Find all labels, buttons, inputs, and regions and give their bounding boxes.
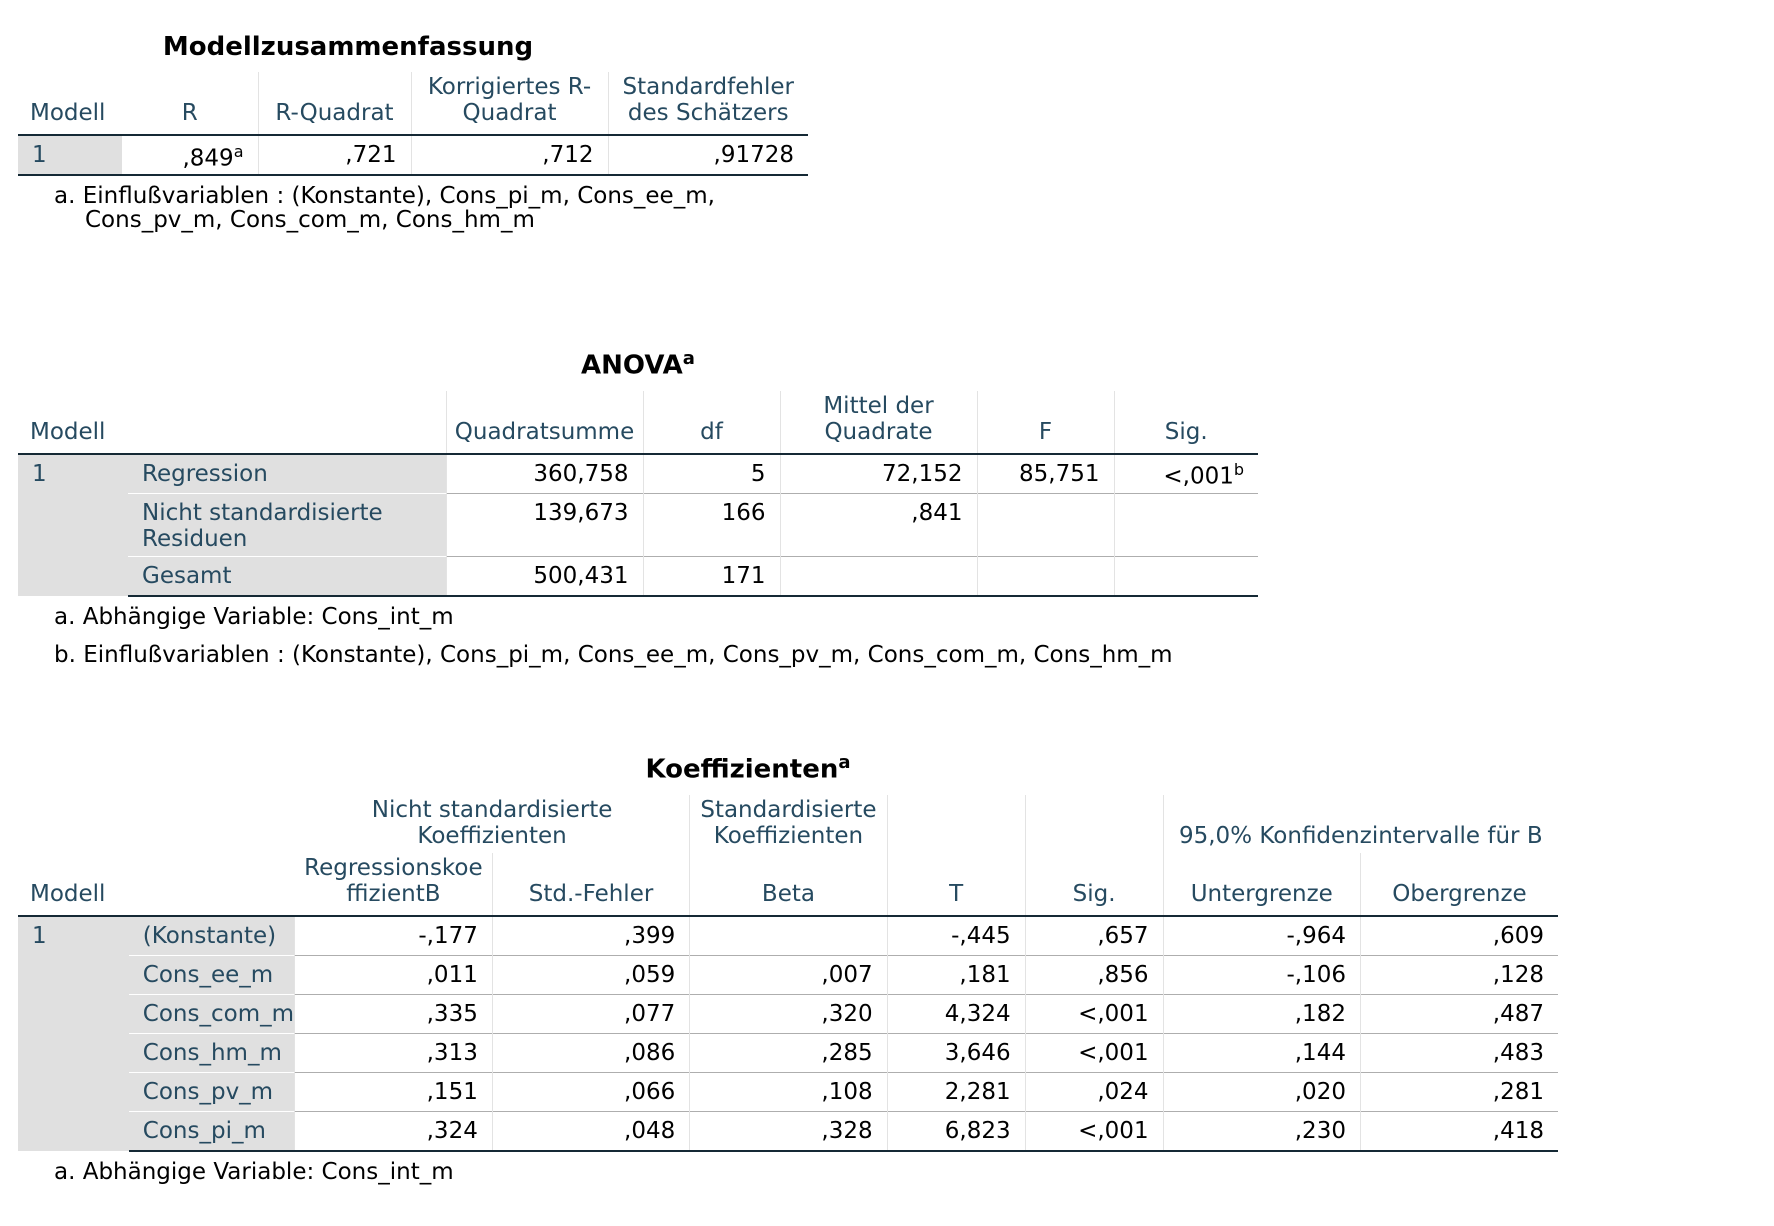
cell-beta <box>690 916 887 956</box>
group-header-unstd: Nicht standardisierte Koeffizienten <box>371 796 613 849</box>
header-mittel-der-quadrate: Mittel der Quadrate <box>780 391 977 454</box>
cell-b: ,151 <box>295 1072 492 1111</box>
row-label: Cons_hm_m <box>129 1033 295 1072</box>
cell-upper: ,281 <box>1360 1072 1558 1111</box>
header-korrigiertes-r-quadrat: Korrigiertes R-Quadrat <box>411 72 608 135</box>
header-f: F <box>977 391 1114 454</box>
cell-upper: ,609 <box>1360 916 1558 956</box>
cell-f <box>977 556 1114 596</box>
model-summary-title: Modellzusammenfassung <box>162 32 534 62</box>
row-label: Cons_com_m <box>129 994 295 1033</box>
table-row <box>18 454 1258 494</box>
cell-df: 166 <box>643 493 780 556</box>
cell-df: 171 <box>643 556 780 596</box>
cell-sig: ,856 <box>1025 955 1163 994</box>
cell-sig: <,001 <box>1025 994 1163 1033</box>
cell-r: ,849$^a$ <box>122 135 258 175</box>
row-label: (Konstante) <box>129 916 295 956</box>
cell-t: ,181 <box>887 955 1025 994</box>
cell-b: ,011 <box>295 955 492 994</box>
cell-lower: ,020 <box>1163 1072 1360 1111</box>
cell-se: ,077 <box>492 994 689 1033</box>
header-sig: Sig. <box>1025 853 1163 916</box>
cell-r2: ,721 <box>258 135 411 175</box>
cell-t: 3,646 <box>887 1033 1025 1072</box>
cell-se: ,059 <box>492 955 689 994</box>
row-model: 1 <box>18 135 122 175</box>
cell-se: ,048 <box>492 1111 689 1151</box>
table-row <box>18 135 808 175</box>
cell-lower: ,230 <box>1163 1111 1360 1151</box>
cell-lower: -,964 <box>1163 916 1360 956</box>
row-label: Gesamt <box>128 556 446 596</box>
cell-se: ,086 <box>492 1033 689 1072</box>
header-modell: Modell <box>18 72 122 135</box>
cell-b: ,324 <box>295 1111 492 1151</box>
model-summary-section <box>18 32 808 232</box>
cell-sig <box>1114 493 1258 556</box>
anova-title: ANOVA$^a$ <box>581 348 695 381</box>
table-row <box>18 1072 1558 1111</box>
header-df: df <box>643 391 780 454</box>
cell-b: -,177 <box>295 916 492 956</box>
header-r-quadrat: R-Quadrat <box>258 72 411 135</box>
cell-ms: 72,152 <box>780 454 977 494</box>
cell-df: 5 <box>643 454 780 494</box>
header-t: T <box>887 853 1025 916</box>
group-header-ci: 95,0% Konfidenzintervalle für B <box>1163 795 1558 853</box>
table-row <box>18 916 1558 956</box>
cell-t: 2,281 <box>887 1072 1025 1111</box>
header-quadratsumme: Quadratsumme <box>446 391 643 454</box>
cell-sig: <,001 <box>1025 1033 1163 1072</box>
cell-lower: ,144 <box>1163 1033 1360 1072</box>
cell-sig: ,024 <box>1025 1072 1163 1111</box>
coefficients-title: Koeffizienten$^a$ <box>645 752 851 785</box>
cell-ss: 360,758 <box>446 454 643 494</box>
cell-upper: ,128 <box>1360 955 1558 994</box>
cell-lower: ,182 <box>1163 994 1360 1033</box>
cell-beta: ,007 <box>690 955 887 994</box>
cell-beta: ,320 <box>690 994 887 1033</box>
cell-beta: ,328 <box>690 1111 887 1151</box>
cell-sig: <,001 <box>1025 1111 1163 1151</box>
row-model: 1 <box>18 454 128 596</box>
cell-ss: 139,673 <box>446 493 643 556</box>
table-row <box>18 994 1558 1033</box>
table-row <box>18 955 1558 994</box>
cell-b: ,335 <box>295 994 492 1033</box>
cell-se: ,91728 <box>608 135 808 175</box>
table-row <box>18 1111 1558 1151</box>
cell-se: ,066 <box>492 1072 689 1111</box>
cell-sig <box>1114 556 1258 596</box>
cell-sig: ,657 <box>1025 916 1163 956</box>
header-std-fehler: Std.-Fehler <box>492 853 689 916</box>
cell-t: -,445 <box>887 916 1025 956</box>
header-modell: Modell <box>18 391 128 454</box>
model-summary-table <box>18 72 808 176</box>
table-row <box>18 1033 1558 1072</box>
coefficients-footnote: a. Abhängige Variable: Cons_int_m <box>54 1158 454 1185</box>
cell-t: 4,324 <box>887 994 1025 1033</box>
model-summary-footnote: a. Einflußvariablen : (Konstante), Cons_pi_m, Cons_ee_m, Cons_pv_m, Cons_com_m, Cons_hm_m <box>54 183 715 233</box>
header-standardfehler: Standardfehler des Schätzers <box>608 72 808 135</box>
cell-lower: -,106 <box>1163 955 1360 994</box>
cell-upper: ,418 <box>1360 1111 1558 1151</box>
cell-f: 85,751 <box>977 454 1114 494</box>
row-label: Cons_pv_m <box>129 1072 295 1111</box>
cell-f <box>977 493 1114 556</box>
header-untergrenze: Untergrenze <box>1163 853 1360 916</box>
cell-sig: <,001$^b$ <box>1114 454 1258 494</box>
header-regressionskoeffizient: RegressionskoeffizientB <box>295 853 492 916</box>
row-label: Regression <box>128 454 446 494</box>
cell-ms <box>780 556 977 596</box>
cell-upper: ,483 <box>1360 1033 1558 1072</box>
anova-footnotes: a. Abhängige Variable: Cons_int_m b. Einflußvariablen : (Konstante), Cons_pi_m, Cons_ee_m, Cons_pv_m, Cons_com_m, Cons_hm_m <box>54 603 1173 668</box>
row-model: 1 <box>18 916 129 1151</box>
header-r: R <box>122 72 258 135</box>
cell-beta: ,285 <box>690 1033 887 1072</box>
group-header-std: Standardisierte Koeffizienten <box>690 795 887 853</box>
anova-table <box>18 391 1258 597</box>
cell-se: ,399 <box>492 916 689 956</box>
header-sig: Sig. <box>1114 391 1258 454</box>
cell-adj-r2: ,712 <box>411 135 608 175</box>
cell-ss: 500,431 <box>446 556 643 596</box>
cell-t: 6,823 <box>887 1111 1025 1151</box>
row-label: Cons_pi_m <box>129 1111 295 1151</box>
table-row <box>18 493 1258 556</box>
cell-beta: ,108 <box>690 1072 887 1111</box>
cell-b: ,313 <box>295 1033 492 1072</box>
table-row <box>18 556 1258 596</box>
header-obergrenze: Obergrenze <box>1360 853 1558 916</box>
coefficients-section <box>18 752 1578 1184</box>
row-label: Cons_ee_m <box>129 955 295 994</box>
anova-section <box>18 348 1258 667</box>
cell-upper: ,487 <box>1360 994 1558 1033</box>
cell-ms: ,841 <box>780 493 977 556</box>
coefficients-table <box>18 795 1558 1152</box>
header-modell: Modell <box>18 853 129 916</box>
row-label: Nicht standardisierte Residuen <box>128 493 446 556</box>
header-beta: Beta <box>690 853 887 916</box>
